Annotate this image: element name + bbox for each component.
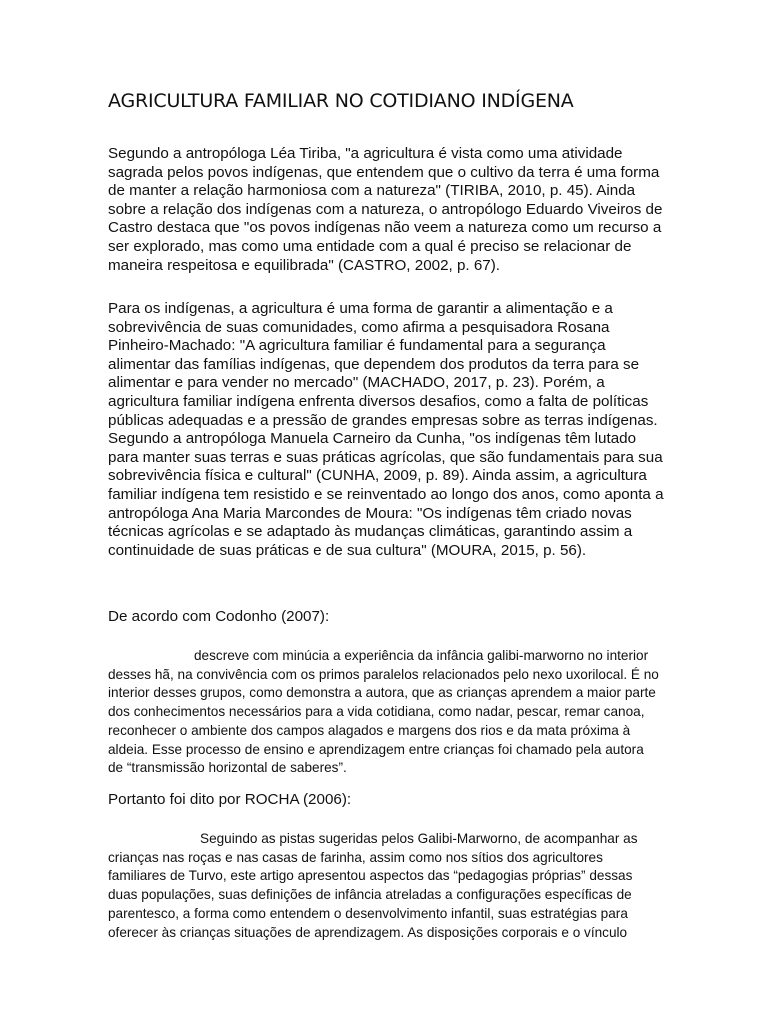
paragraph-tiriba-castro: Segundo a antropóloga Léa Tiriba, "a agricultura é vista como uma atividade sagrada pelos povos indígenas, que entendem que o cultivo da terra é uma forma de manter a relação harmoniosa com a natureza" (TIRIBA, 2010, p. 45). Ainda sobre a relação dos indígenas com a natureza, o antropólogo Eduardo Viveiros de Castro destaca que "os povos indígenas não veem a natureza como um recurso a ser explorado, mas como uma entidade com a qual é preciso se relacionar de maneira respeitosa e equilibrada" (CASTRO, 2002, p. 67). bbox=[108, 145, 663, 274]
citation-intro-rocha: Portanto foi dito por ROCHA (2006): bbox=[108, 791, 352, 808]
block-quote-rocha: Seguindo as pistas sugeridas pelos Galibi-Marworno, de acompanhar as crianças nas roças e nas casas de farinha, assim como nos sítios dos agricultores familiares de Turvo, este artigo apresentou aspectos das “pedagogias próprias” dessas duas populações, suas definições de infância atreladas a configurações específicas de parentesco, a forma como entendem o desenvolvimento infantil, suas estratégias para oferecer às crianças situações de aprendizagem. As disposições corporais e o vínculo bbox=[108, 831, 638, 940]
citation-intro-codonho: De acordo com Codonho (2007): bbox=[108, 608, 330, 625]
document-title: AGRICULTURA FAMILIAR NO COTIDIANO INDÍGENA bbox=[108, 90, 574, 112]
paragraph-machado-cunha-moura: Para os indígenas, a agricultura é uma forma de garantir a alimentação e a sobrevivência de suas comunidades, como afirma a pesquisadora Rosana Pinheiro-Machado: "A agricultura familiar é fundamental para a segurança alimentar das famílias indígenas, que dependem dos produtos da terra para se alimentar e para vender no mercado" (MACHADO, 2017, p. 23). Porém, a agricultura familiar indígena enfrenta diversos desafios, como a falta de políticas públicas adequadas e a pressão de grandes empresas sobre as terras indígenas. Segundo a antropóloga Manuela Carneiro da Cunha, "os indígenas têm lutado para manter suas terras e suas práticas agrícolas, que são fundamentais para sua sobrevivência física e cultural" (CUNHA, 2009, p. 89). Ainda assim, a agricultura familiar indígena tem resistido e se reinventado ao longo dos anos, como aponta a antropóloga Ana Maria Marcondes de Moura: "Os indígenas têm criado novas técnicas agrícolas e se adaptado às mudanças climáticas, garantindo assim a continuidade de suas práticas e de sua cultura" (MOURA, 2015, p. 56). bbox=[108, 300, 664, 559]
block-quote-codonho: descreve com minúcia a experiência da infância galibi-marworno no interior desses hã, na convivência com os primos paralelos relacionados pelo nexo uxorilocal. É no interior desses grupos, como demonstra a autora, que as crianças aprendem a maior parte dos conhecimentos necessários para a vida cotidiana, como nadar, pescar, remar canoa, reconhecer o ambiente dos campos alagados e margens dos rios e da mata próxima à aldeia. Esse processo de ensino e aprendizagem entre crianças foi chamado pela autora de “transmissão horizontal de saberes”. bbox=[108, 648, 659, 776]
